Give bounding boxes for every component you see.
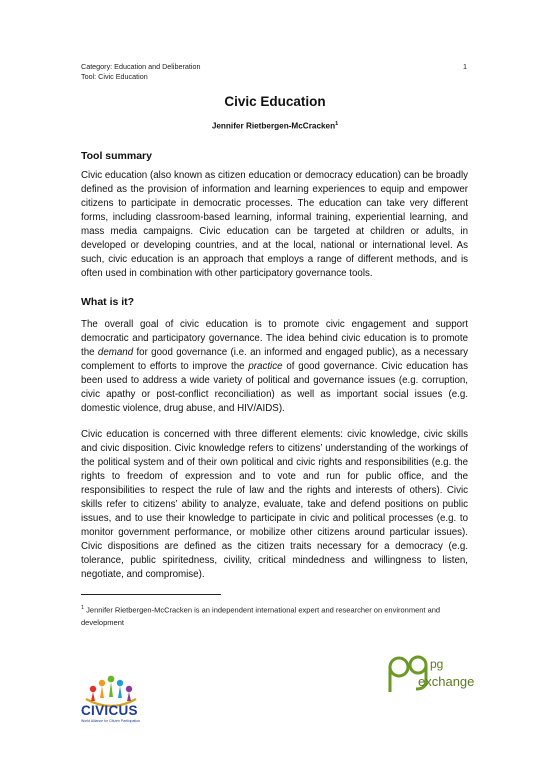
footnote-mark: 1 [81, 605, 85, 611]
page-title: Civic Education [224, 94, 326, 109]
goal-text-1: The overall goal of civic education is to promote civic engagement and support democratic and participatory governance. The idea behind civic education is to promote the [81, 319, 468, 358]
paragraph-tool-summary: Civic education (also known as citizen education or democracy education) can be broadly defined as the provision of information and learning experiences to equip and empower citizens to participate in democratic processes. The education can take very different forms, including classroom-based learning, informal training, experiential learning, and mass media campaigns. Civic education can be targeted at children or adults, in developed or developing countries, and at the local, national or international level. As such, civic education is an approach that employs a range of different methods, and is often used in combination with other participatory governance tools. [81, 170, 468, 279]
civicus-wordmark: CIVICUS [81, 703, 138, 718]
header-category: Category: Education and Deliberation [81, 62, 201, 71]
heading-tool-summary: Tool summary [81, 150, 152, 162]
footnote-text: Jennifer Rietbergen-McCracken is an independent international expert and researcher on environment and development [81, 605, 441, 627]
emphasis-practice: practice [248, 361, 283, 372]
paragraph-goal [81, 318, 468, 416]
footnote [81, 602, 471, 629]
running-header [81, 62, 471, 82]
paragraph-three-elements: Civic education is concerned with three different elements: civic knowledge, civic skills and civic disposition. Civic knowledge refers to citizens’ understanding of the workings of the political system and of their own political and civic rights and responsibilities (e.g. the rights to freedom of expression and to vote and run for public office, and the responsibilities to respect the rule of law and the rights and interests of others). Civic skills refer to citizens’ ability to analyze, evaluate, take and defend positions on public issues, and to use their knowledge to participate in civic and political processes (e.g. to monitor government performance, or mobilize other citizens around particular issues). Civic dispositions are defined as the citizen traits necessary for a democracy (e.g. tolerance, public spiritedness, civility, critical mindedness and willingness to listen, negotiate, and compromise). [81, 429, 468, 580]
exchange-logo-text: exchange [418, 674, 475, 689]
header-tool: Tool: Civic Education [81, 72, 148, 81]
heading-what-is-it: What is it? [81, 296, 135, 308]
author-name: Jennifer Rietbergen-McCracken [211, 121, 336, 131]
goal-text-3: of good governance. Civic education has been used to address a wide variety of political and governance issues (e.g. corruption, civic apathy or post-conflict reconciliation) as well as important social issues (e.g. domestic violence, drug abuse, and HIV/AIDS). [81, 361, 468, 414]
footnote-divider [81, 594, 221, 595]
goal-text-2: for good governance (i.e. an informed and engaged public), as a necessary complement to efforts to improve the [81, 347, 468, 372]
author-line [0, 121, 550, 131]
author-footnote-mark: 1 [335, 121, 339, 127]
pg-logo-text: pg [430, 657, 444, 671]
emphasis-demand: demand [97, 347, 134, 358]
civicus-tagline: World Alliance for Citizen Participation [81, 719, 141, 723]
page-number: 1 [463, 62, 467, 71]
